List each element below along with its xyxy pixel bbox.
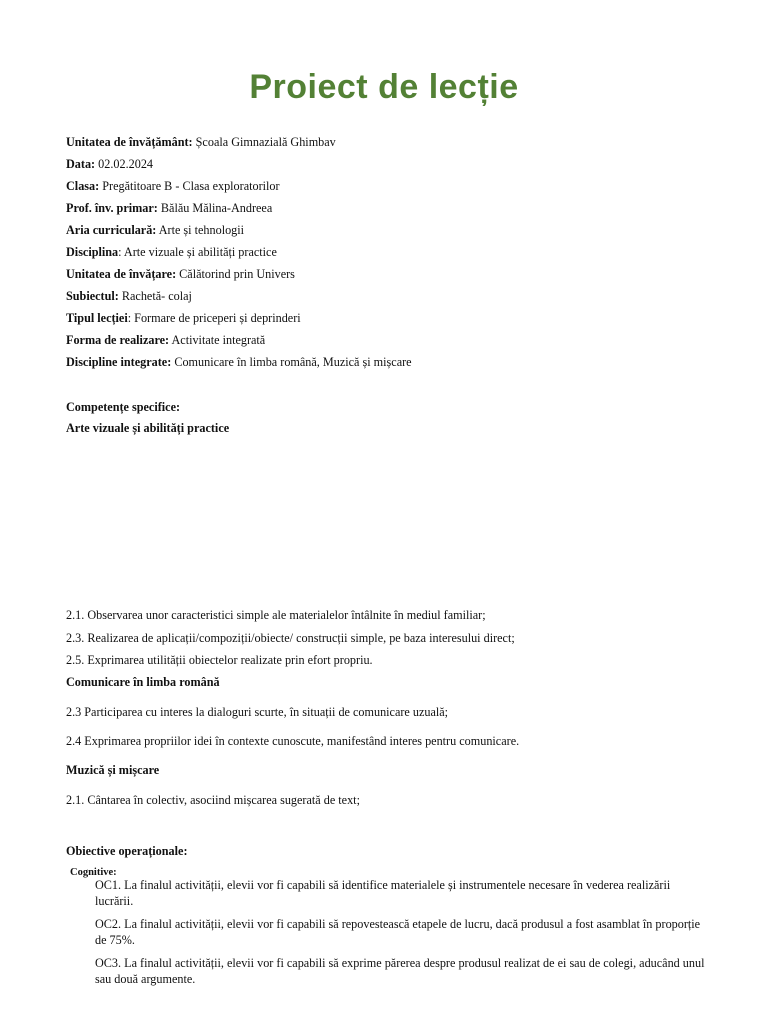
info-label: Discipline integrate: (66, 355, 172, 369)
muzica-heading: Muzică și mișcare (66, 763, 160, 777)
obiectiv-item: OC3. La finalul activității, elevii vor fi capabili să exprime părerea despre produsul realizat de ei sau de colegi, aducând unul sau două argumente. (95, 956, 705, 986)
arte-item: 2.5. Exprimarea utilității obiectelor realizate prin efort propriu. (66, 653, 373, 667)
info-label: Prof. înv. primar: (66, 201, 158, 215)
obiective-heading: Obiective operaționale: (66, 844, 188, 858)
obiectiv-item: OC2. La finalul activității, elevii vor fi capabili să repovestească etapele de lucru, dacă produsul a fost asamblat în proporție de 75%. (95, 917, 701, 947)
obiectiv-item: OC1. La finalul activității, elevii vor fi capabili să identifice materialele și instrumentele necesare în vederea realizării lucrării. (95, 878, 671, 908)
info-value: 02.02.2024 (95, 157, 153, 171)
info-label: Unitatea de învățare: (66, 267, 177, 281)
info-label: Data: (66, 157, 96, 171)
info-line-tipul (66, 311, 301, 326)
info-label: Disciplina (66, 245, 119, 259)
info-value: Comunicare în limba română, Muzică și mișcare (171, 355, 412, 369)
info-value: : Formare de priceperi și deprinderi (127, 311, 301, 325)
comunicare-item: 2.4 Exprimarea propriilor idei în contexte cunoscute, manifestând interes pentru comunicare. (66, 734, 520, 748)
info-value: Școala Gimnazială Ghimbav (192, 135, 336, 149)
info-label: Forma de realizare: (66, 333, 170, 347)
info-value: Rachetă- colaj (118, 289, 192, 303)
info-line-forma (66, 333, 265, 348)
arte-subheading: Arte vizuale și abilități practice (66, 421, 230, 435)
info-line-subiect (66, 289, 192, 304)
info-line-clasa (66, 179, 280, 194)
muzica-item: 2.1. Cântarea în colectiv, asociind mișcarea sugerată de text; (66, 793, 360, 807)
info-line-unitate-invatare (66, 267, 295, 282)
page-title: Proiect de lecție (249, 68, 519, 106)
info-label: Clasa: (66, 179, 100, 193)
comunicare-item: 2.3 Participarea cu interes la dialoguri scurte, în situații de comunicare uzuală; (66, 705, 449, 719)
info-line-disciplina (66, 245, 277, 260)
info-value: Călătorind prin Univers (176, 267, 295, 281)
comunicare-heading: Comunicare în limba română (66, 675, 220, 689)
info-line-aria (66, 223, 244, 238)
info-label: Aria curriculară: (66, 223, 157, 237)
info-value: Activitate integrată (169, 333, 266, 347)
info-line-profesor (66, 201, 272, 216)
info-line-data (66, 157, 153, 172)
info-label: Subiectul: (66, 289, 119, 303)
arte-item: 2.1. Observarea unor caracteristici simple ale materialelor întâlnite în mediul familiar; (66, 608, 486, 622)
info-value: Bălău Mălina-Andreea (157, 201, 273, 215)
info-value: : Arte vizuale și abilități practice (118, 245, 277, 259)
info-label: Tipul lecției (66, 311, 128, 325)
obiective-category: Cognitive: (70, 867, 117, 878)
info-value: Arte și tehnologii (156, 223, 245, 237)
arte-item: 2.3. Realizarea de aplicații/compoziții/obiecte/ construcții simple, pe baza interesului direct; (66, 631, 515, 645)
info-value: Pregătitoare B - Clasa exploratorilor (99, 179, 280, 193)
info-label: Unitatea de învățământ: (66, 135, 193, 149)
info-line-unitate (66, 135, 336, 150)
info-line-discipline-integrate (66, 355, 412, 370)
competente-heading: Competențe specifice: (66, 400, 181, 414)
